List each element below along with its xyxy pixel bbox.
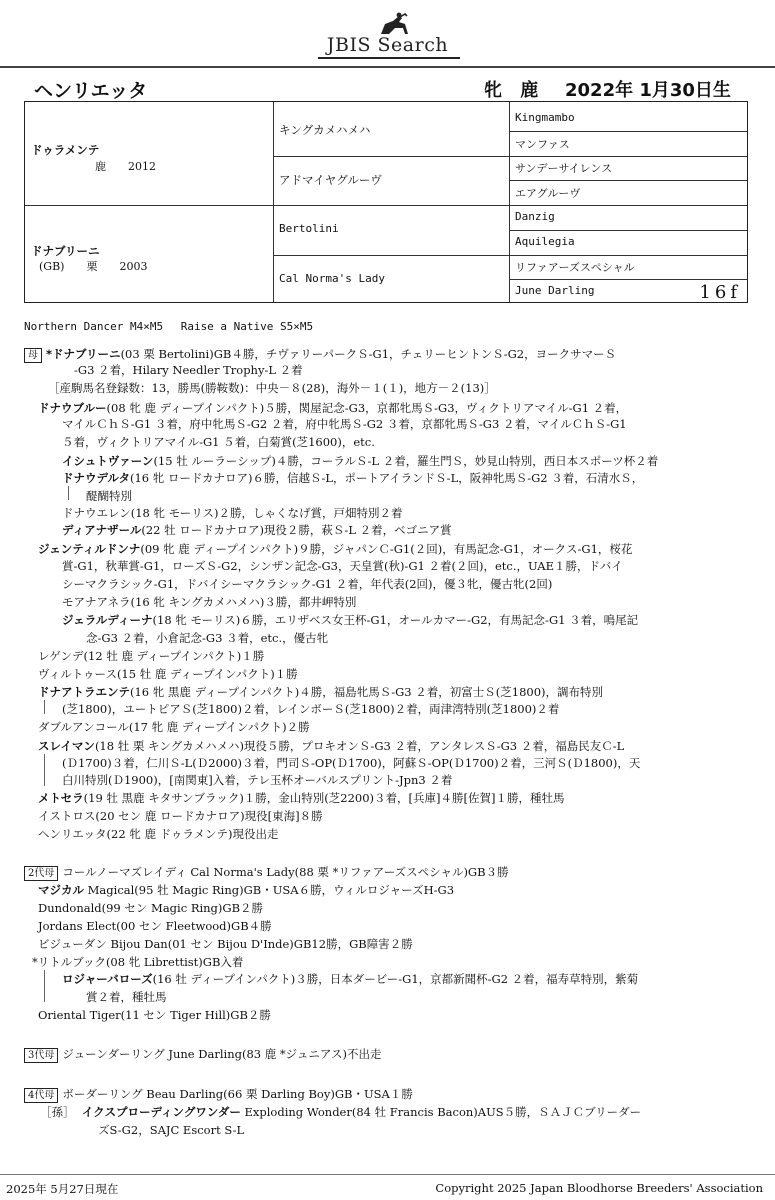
offspring-entry[interactable]: モアナアネラ(16 牝 キングカメハメハ)３勝，都井岬特別 [62,595,357,609]
horse-sex-color: 牝 鹿 [484,80,545,101]
text-line: 賞２着，種牡馬 [86,990,167,1004]
offspring-entry[interactable]: メトセラ(19 牡 黒鹿 キタサンブラック)１勝，金山特別(芝2200)３着，[兵庫]４勝[佐賀]１勝，種牡馬 [38,791,565,805]
sire-sire[interactable]: キングカメハメハ [279,123,371,137]
offspring-entry[interactable]: ジェラルディーナ(18 牝 モーリス)６勝，エリザベス女王杯-G1，オールカマー-G2，有馬記念-G1 ３着，鳴尾記 [62,613,639,627]
text-line: 醍醐特別 [86,489,132,503]
text-line: ズS-G2，SAJC Escort S-L [98,1123,245,1137]
g3-ancestor[interactable]: サンデーサイレンス [515,162,613,175]
inbreeding-info: Northern Dancer M4×M5 Raise a Native S5×M5 [24,320,314,333]
offspring-entry[interactable]: ロジャーバローズ(16 牡 ディープインパクト)３勝，日本ダービー-G1，京都新聞杯-G2 ２着，福寿草特別，紫菊 [62,972,639,986]
section-badge-dam: 母 [24,348,42,363]
text-line: 賞-G1，秋華賞-G1，ローズＳ-G2，シンザン記念-G3，天皇賞(秋)-G1 ２着(２回)，etc.，UAE１勝，ドバイ [62,559,623,573]
dam-name[interactable]: ドナブリーニ [31,244,100,258]
offspring-entry[interactable]: ドナアトラエンテ(16 牝 黒鹿 ディープインパクト)４勝，福島牝馬Ｓ-G3 ２着，初富士Ｓ(芝1800)，調布特別 [38,685,604,699]
g3-ancestor[interactable]: Danzig [515,210,555,223]
g3-ancestor[interactable]: リファアーズスペシャル [515,261,635,274]
offspring-entry[interactable]: ビジューダン Bijou Dan(01 セン Bijou D'Inde)GB12勝，GB障害２勝 [38,937,413,951]
offspring-entry[interactable]: ダブルアンコール(17 牝 鹿 ディープインパクト)２勝 [38,720,310,734]
offspring-entry[interactable]: Oriental Tiger(11 セン Tiger Hill)GB２勝 [38,1008,271,1022]
text-line: シーマクラシック-G1，ドバイシーマクラシック-G1 ２着，年代表(2回)，優３牝，優古牝(2回) [62,577,553,591]
g3-ancestor[interactable]: エアグルーヴ [515,187,581,200]
text-line: (Ｄ1700)３着，仁川Ｓ-L(Ｄ2000)３着，門司Ｓ-OP(Ｄ1700)，阿蘇Ｓ-OP(Ｄ1700)２着，三河Ｓ(Ｄ1800)，天 [62,756,641,770]
section-badge-3rd-dam: 3代母 [24,1048,58,1063]
g3-ancestor[interactable]: Aquilegia [515,235,575,248]
offspring-entry[interactable]: Jordans Elect(00 セン Fleetwood)GB４勝 [38,919,272,933]
pedigree-table [24,101,748,303]
section-badge-4th-dam: 4代母 [24,1088,58,1103]
g3-ancestor[interactable]: マンファス [515,138,570,151]
header-rule [0,66,775,68]
logo-underline [318,57,460,59]
offspring-entry[interactable]: ジェンティルドンナ(09 牝 鹿 ディープインパクト)９勝，ジャパンＣ-G1(２回)，有馬記念-G1，オークス-G1，桜花 [38,542,633,556]
text-line: (芝1800)，ユートピアＳ(芝1800)２着，レインボーＳ(芝1800)２着，両津湾特別(芝1800)２着 [62,702,560,716]
horse-birth-date: 2022年 1月30日生 [565,80,731,101]
dam-info: (GB) 栗 2003 [39,260,148,273]
offspring-entry[interactable]: *リトルブック(08 牝 Librettist)GB入着 [32,955,244,969]
offspring-entry[interactable]: Dundonald(99 セン Magic Ring)GB２勝 [38,901,264,915]
footer-rule [0,1174,775,1175]
offspring-entry[interactable]: レゲンデ(12 牡 鹿 ディープインパクト)１勝 [38,649,265,663]
jbis-logo[interactable] [0,6,775,56]
tree-bar [44,700,45,714]
text-line: 白川特別(Ｄ1900)，[南関東]入着，テレ玉杯オーバルスプリント-Jpn3 ２着 [62,773,453,787]
family-number: 16f [699,282,741,303]
g3-ancestor[interactable]: June Darling [515,284,595,297]
text-line: ５着，ヴィクトリアマイル-G1 ５着，白菊賞(芝1600)，etc. [62,435,375,449]
offspring-entry[interactable]: マジカル Magical(95 牡 Magic Ring)GB・USA６勝，ウィルロジャーズH-G3 [38,883,455,897]
offspring-entry[interactable]: ドナウエレン(18 牝 モーリス)２勝，しゃくなげ賞，戸畑特別２着 [62,506,403,520]
as-of-date: 2025年 5月27日現在 [6,1182,119,1196]
fourth-dam-line: 4代母 ボーダーリング Beau Darling(66 栗 Darling Boy)GB・USA１勝 [24,1086,413,1103]
copyright: Copyright 2025 Japan Bloodhorse Breeders' Association [435,1181,763,1195]
tree-bar [44,970,45,1002]
dam-dam[interactable]: Cal Norma's Lady [279,272,385,285]
dam-sire[interactable]: Bertolini [279,222,339,235]
offspring-entry[interactable]: ディアナザール(22 牡 ロードカナロア)現役２勝，萩Ｓ-L ２着，ベゴニア賞 [62,523,452,537]
sire-info: 鹿 2012 [95,160,156,173]
produce-summary: ［産駒馬名登録数：13，勝馬(勝鞍数)：中央－８(28)，海外－１(１)，地方－２(13)］ [48,381,496,395]
offspring-entry[interactable]: スレイマン(18 牡 栗 キングカメハメハ)現役５勝，プロキオンＳ-G3 ２着，アンタレスＳ-G3 ２着，福島民友Ｃ-L [38,739,625,753]
logo-text: JBIS Search [326,34,449,56]
sire-name[interactable]: ドゥラメンテ [31,143,100,157]
offspring-entry[interactable]: ヘンリエッタ(22 牝 鹿 ドゥラメンテ)現役出走 [38,827,279,841]
text-line: 念-G3 ２着，小倉記念-G3 ３着，etc.，優古牝 [86,631,329,645]
offspring-entry[interactable]: ドナウデルタ(16 牝 ロードカナロア)６勝，信越Ｓ-L，ポートアイランドＳ-L，阪神牝馬Ｓ-G2 ３着，石清水Ｓ， [62,471,644,485]
g3-ancestor[interactable]: Kingmambo [515,111,575,124]
offspring-entry[interactable]: ヴィルトゥース(15 牡 鹿 ディープインパクト)１勝 [38,667,298,681]
offspring-entry[interactable]: ドナウブルー(08 牝 鹿 ディープインパクト)５勝，関屋記念-G3，京都牝馬Ｓ-G3，ヴィクトリアマイル-G1 ２着， [38,401,628,415]
sire-dam[interactable]: アドマイヤグルーヴ [279,173,382,187]
offspring-entry[interactable]: ［孫］ イクスプローディングワンダー Exploding Wonder(84 牡 Francis Bacon)AUS５勝，ＳＡＪＣブリーダー [40,1105,642,1119]
text-line: -G3 ２着，Hilary Needler Trophy-L ２着 [74,363,303,377]
text-line: マイルＣｈＳ-G1 ３着，府中牝馬Ｓ-G2 ２着，府中牝馬Ｓ-G2 ３着，京都牝馬Ｓ-G3 ２着，マイルＣｈＳ-G1 [62,417,627,431]
tree-bar [44,754,45,786]
second-dam-line: 2代母 コールノーマズレイディ Cal Norma's Lady(88 栗 *リファアーズスペシャル)GB３勝 [24,864,509,881]
horse-name: ヘンリエッタ [34,80,148,102]
section-badge-2nd-dam: 2代母 [24,866,58,881]
third-dam-line: 3代母 ジューンダーリング June Darling(83 鹿 *ジュニアス)不出走 [24,1046,381,1063]
tree-bar [68,486,69,500]
offspring-entry[interactable]: イシュトヴァーン(15 牡 ルーラーシップ)４勝，コーラルＳ-L ２着，羅生門Ｓ，妙見山特別，西日本スポーツ杯２着 [62,454,659,468]
offspring-entry[interactable]: イストロス(20 セン 鹿 ロードカナロア)現役[東海]８勝 [38,809,323,823]
dam-line: 母 *ドナブリーニ(03 栗 Bertolini)GB４勝，チヴァリーパークＳ-G1，チェリーヒントンＳ-G2，ヨークサマーＳ [24,346,616,363]
